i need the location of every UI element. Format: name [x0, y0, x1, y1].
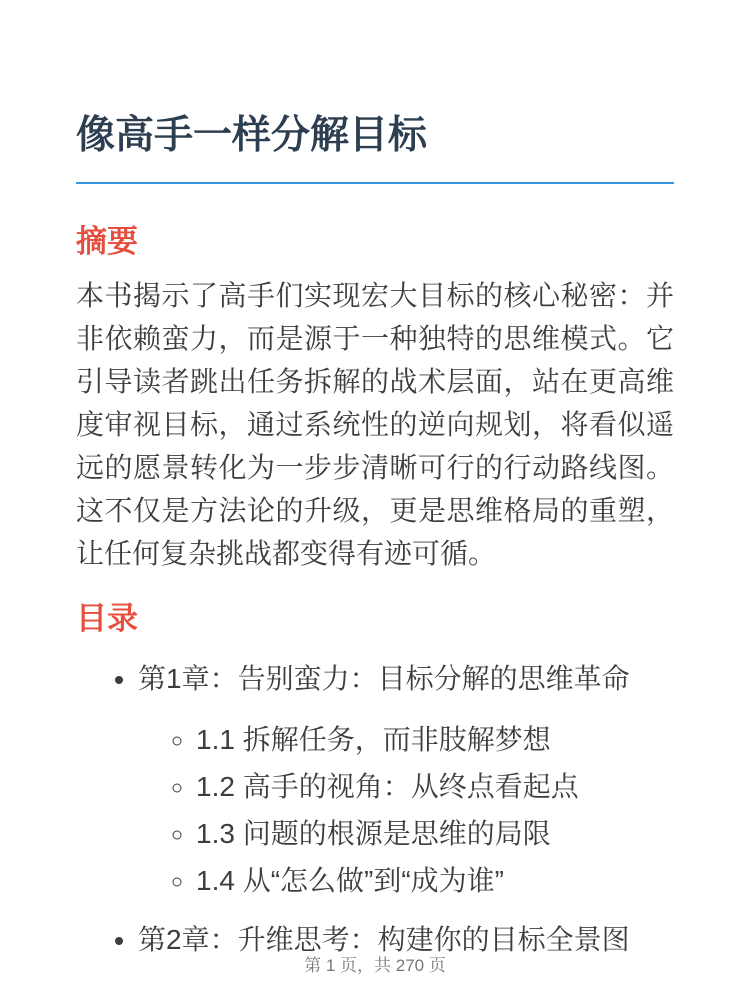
toc-section-1-2: ◦ 1.2 高手的视角：从终点看起点: [196, 765, 674, 808]
title-divider: [76, 182, 674, 184]
toc-list: [76, 657, 674, 961]
toc-section-1-1: ◦ 1.1 拆解任务，而非肢解梦想: [196, 718, 674, 761]
toc-chapter-1: [138, 657, 674, 902]
toc-chapter-1-sections: [138, 718, 674, 902]
toc-section-1-3: ◦ 1.3 问题的根源是思维的局限: [196, 812, 674, 855]
summary-heading: 摘要: [76, 224, 138, 259]
page-indicator: 第 1 页，共 270 页: [304, 956, 446, 975]
summary-paragraph: 本书揭示了高手们实现宏大目标的核心秘密：并非依赖蛮力，而是源于一种独特的思维模式。它引导读者跳出任务拆解的战术层面，站在更高维度审视目标，通过系统性的逆向规划，将看似遥远的愿景转化为一步步清晰可行的行动路线图。这不仅是方法论的升级，更是思维格局的重塑，让任何复杂挑战都变得有迹可循。: [76, 280, 674, 569]
toc-chapter-2-label: 第2章：升维思考：构建你的目标全景图: [138, 924, 630, 955]
toc-section-1-4: ◦ 1.4 从“怎么做”到“成为谁”: [196, 859, 674, 902]
toc-heading: 目录: [76, 601, 138, 636]
page-title: 像高手一样分解目标: [76, 114, 428, 157]
toc-chapter-1-label: 第1章：告别蛮力：目标分解的思维革命: [138, 663, 630, 694]
